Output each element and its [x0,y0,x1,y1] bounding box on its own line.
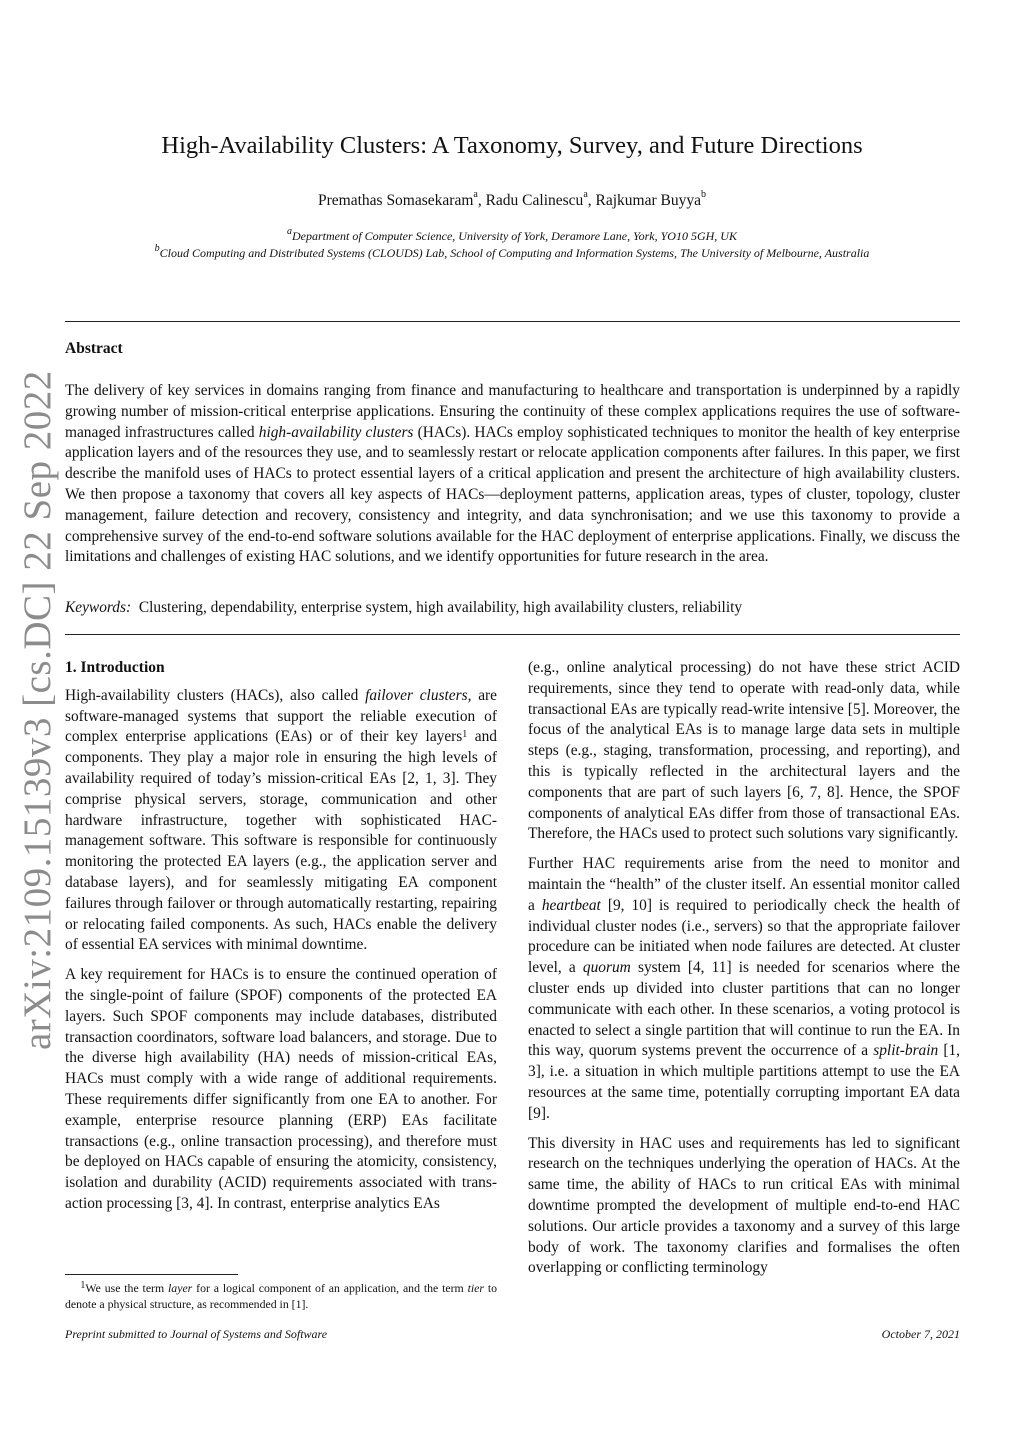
affiliation-text: Cloud Computing and Distributed Systems (CLOUDS) Lab, School of Computing and Information Systems, The University of Melbourne, Australia [159,246,870,260]
affiliation-b [0,243,1024,261]
affiliation-mark: a [583,189,588,200]
footnote-divider [65,1274,238,1275]
paper-title: High-Availability Clusters: A Taxonomy, Survey, and Future Directions [161,132,863,159]
abstract-heading: Abstract [65,340,123,357]
keywords-text: Clustering, dependability, enterprise system, high availability, high availability clusters, reliability [138,599,743,616]
keywords [65,598,960,619]
arxiv-identifier: arXiv:2109.15139v3 [cs.DC] 22 Sep 2022 [16,370,59,1050]
abstract-term: high-availability clusters [258,423,414,441]
footnote: $^1$We use the term layer for a logical component of an application, and the term tier to denote a physical structure, as recommended in [1]. [65,1280,497,1311]
paragraph: A key requirement for HACs is to ensure the continued operation of the single-point of failure (SPOF) components of the protected EA layers. Such SPOF components may include databases, distributed transaction coordinators, software load balancers, and storage. Due to the diverse high availability (HA) needs of mission-critical EAs, HACs must comply with a wide range of additional requirements. These requirements differ significantly from one EA to another. For example, enterprise resource planning (ERP) EAs facilitate transactions (e.g., online transaction processing), and therefore must be deployed on HACs capable of ensuring the atomicity, consistency, isolation and durability (ACID) requirements associated with transaction processing [3, 4]. In contrast, enterprise analytics EAs [65,966,497,1212]
divider-top [65,321,960,322]
footer-date: October 7, 2021 [881,1327,960,1341]
column-left [65,658,497,1224]
abstract-body: The delivery of key services in domains ranging from finance and manufacturing to healthcare and transportation is underpinned by a rapidly growing number of mission-critical enterprise applications. Ensuring the continuity of these complex applications requires the use of software-managed infrastructures called high-availability clusters (HACs). HACs employ sophisticated techniques to monitor the health of key enterprise application layers and of the resources they use, and to seamlessly restart or relocate application components after failures. In this paper, we first describe the manifold uses of HACs to protect essential layers of a critical application and present the architecture of high availability clusters. We then propose a taxonomy that covers all key aspects of HACs—deployment patterns, application areas, types of cluster, topology, cluster management, failure detection and recovery, consistency and integrity, and data synchronisation; and we use this taxonomy to provide a comprehensive survey of the end-to-end software solutions available for the HAC deployment of enterprise applications. Finally, we discuss the limitations and challenges of existing HAC solutions, and we identify opportunities for future research in the area. [65,382,960,566]
author-name: Rajkumar Buyya [595,192,701,209]
footer-journal: Preprint submitted to Journal of Systems and Software [65,1327,328,1341]
keywords-label: Keywords: [65,599,132,616]
column-right [528,658,960,1288]
affiliation-mark: b [154,243,160,254]
paragraph: High-availability clusters (HACs), also called failover clusters, are software-managed systems that support the reliable execution of complex enterprise applications (EAs) or of their key layers$^1$ and components. They play a major role in ensuring the high levels of availability required of today’s mission-critical EAs [2, 1, 3]. They comprise physical servers, storage, communication and other hardware infrastructure, together with sophisticated HAC-management software. This software is responsible for continuously monitoring the protected EA layers (e.g., the application server and database layers), and for seamlessly mitigating EA component failures through failover or through automatically restarting, repairing or relocating failed components. As such, HACs enable the delivery of essential EA services with minimal downtime. [65,686,497,954]
paragraph: This diversity in HAC uses and requirements has led to significant research on the techniques underlying the operation of HACs. At the same time, the ability of HACs to run critical EAs with minimal downtime prompted the development of multiple end-to-end HAC solutions. Our article provides a taxonomy and a survey of this large body of work. The taxonomy clarifies and formalises the often overlapping or conflicting terminology [528,1134,960,1277]
footnote-ref: 1 [462,729,468,741]
author-list: Premathas Somasekaram$^a$, Radu Calinescu$^a$, Rajkumar Buyya$^b$ [318,189,706,209]
paragraph: Further HAC requirements arise from the need to monitor and maintain the “health” of the cluster itself. An essential monitor called a heartbeat [9, 10] is required to periodically check the health of individual cluster nodes (i.e., servers) so that the appropriate failover procedure can be initiated when node failures are detected. At cluster level, a quorum system [4, 11] is needed for scenarios where the cluster ends up divided into cluster partitions that can no longer communicate with each other. In these scenarios, a voting protocol is enacted to select a single partition that will continue to run the EA. In this way, quorum systems prevent the occurrence of a split-brain [1, 3], i.e. a situation in which multiple partitions attempt to use the EA resources at the same time, potentially corrupting important EA data [9]. [528,855,960,1122]
author-name: Radu Calinescu [485,192,584,209]
affiliation-mark: a [287,226,292,237]
affiliation-mark: a [473,189,478,200]
divider-bottom [65,634,960,635]
affiliation-a [0,226,1024,244]
author-name: Premathas Somasekaram [318,192,474,209]
footnote-mark: 1 [80,1280,86,1291]
section-heading: 1. Introduction [65,659,165,676]
affiliation-mark: b [700,189,706,200]
paragraph: (e.g., online analytical processing) do not have these strict ACID requirements, since they tend to operate with read-only data, while transactional EAs are typically read-write intensive [5]. Moreover, the focus of the analytical EAs is to manage large data sets in multiple steps (e.g., staging, transformation, processing, and reporting), and this is typically reflected in the architectural layers and the components that are part of such layers [6, 7, 8]. Hence, the SPOF components of analytical EAs differ from those of transactional EAs. Therefore, the HACs used to protect such solutions vary significantly. [528,659,960,843]
affiliation-text: Department of Computer Science, University of York, Deramore Lane, York, YO10 5GH, UK [292,229,737,243]
